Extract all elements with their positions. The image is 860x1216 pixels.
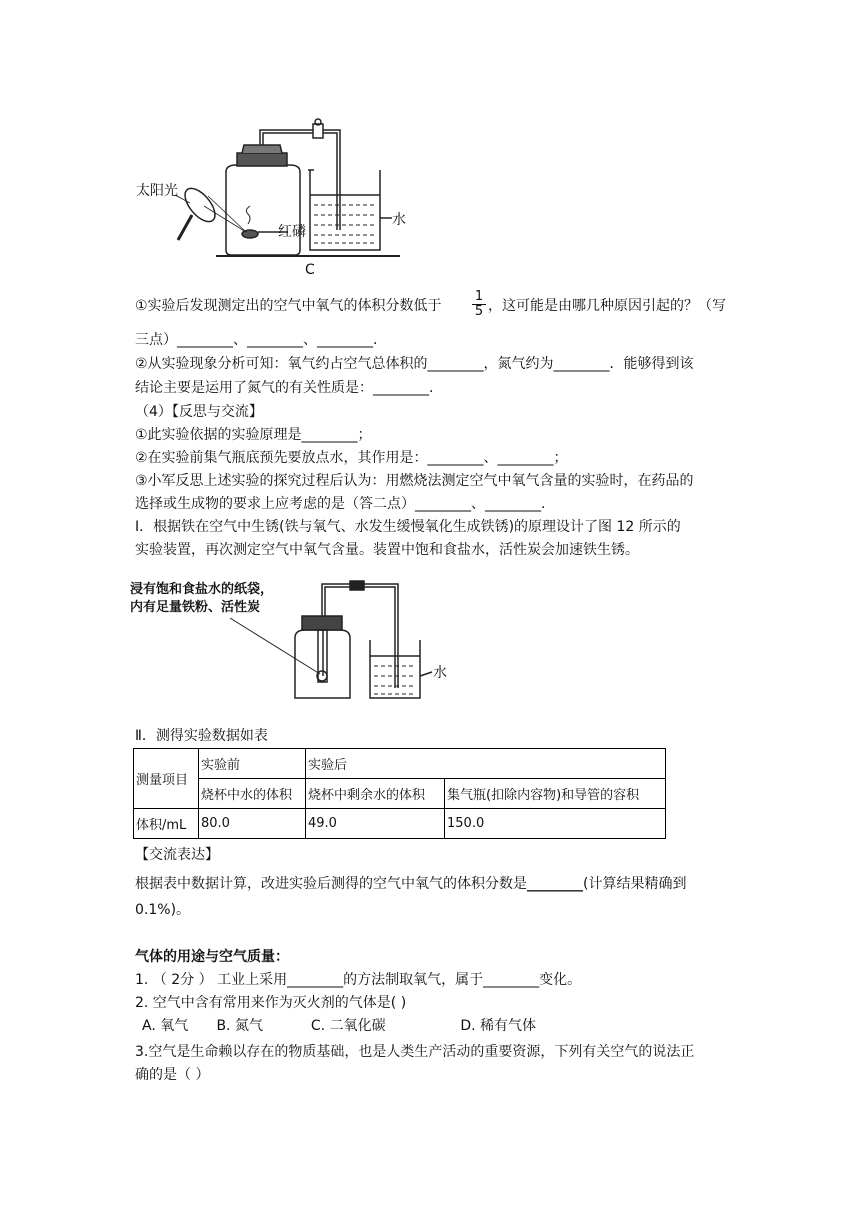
section-q1: 1. （ 2分 ） 工业上采用________的方法制取氧气，属于________变化。 [135, 972, 582, 988]
option-a: A. 氧气 [142, 1018, 189, 1034]
data-table [133, 748, 666, 839]
section-q3a: 3.空气是生命赖以存在的物质基础，也是人类生产活动的重要资源，下列有关空气的说法正 [135, 1044, 695, 1060]
fraction-denominator: 5 [474, 304, 484, 319]
table-row [134, 809, 666, 839]
exchange-line1-b: (计算结果精确到 [583, 876, 687, 892]
part1-line1: Ⅰ．根据铁在空气中生锈(铁与氧气、水发生缓慢氧化生成铁锈)的原理设计了图 12 所示的 [135, 519, 681, 535]
q4-heading: （4）【反思与交流】 [135, 404, 263, 420]
q4-item1: ①此实验依据的实验原理是________； [135, 427, 372, 443]
section-heading: 气体的用途与空气质量： [135, 949, 289, 965]
table-col2: 烧杯中剩余水的体积 [306, 779, 445, 809]
q4-item2: ②在实验前集气瓶底预先要放点水，其作用是：________、________； [135, 450, 568, 466]
exchange-line1 [135, 874, 686, 894]
figure-12-note-line2: 内有足量铁粉、活性炭 [130, 600, 261, 615]
q3-line4: 结论主要是运用了氮气的有关性质是：________. [135, 380, 434, 396]
q4-item3a: ③小军反思上述实验的探究过程后认为：用燃烧法测定空气中氧气含量的实验时，在药品的 [135, 473, 694, 489]
exchange-line2: 0.1%)。 [135, 902, 191, 918]
q3-line1 [135, 296, 442, 316]
table-unit-label: 体积/mL [134, 809, 199, 839]
q3-line2: 三点）________、________、________. [135, 332, 378, 348]
section-q2: 2. 空气中含有常用来作为灭火剂的气体是( ) [135, 995, 407, 1011]
option-b: B. 氮气 [216, 1018, 263, 1034]
figure-12-note-line1: 浸有饱和食盐水的纸袋， [130, 582, 274, 597]
figure-12-apparatus [130, 578, 460, 708]
table-val2: 49.0 [306, 809, 445, 839]
fraction-numerator: 1 [472, 290, 486, 305]
figure-c-label-water: 水 [392, 212, 406, 228]
fraction-one-fifth [472, 290, 486, 319]
exchange-line1-a: 根据表中数据计算，改进实验后测得的空气中氧气的体积分数是 [135, 876, 527, 892]
exchange-blank: ________ [527, 876, 583, 892]
table-after: 实验后 [306, 749, 666, 779]
table-val3: 150.0 [445, 809, 666, 839]
table-before: 实验前 [199, 749, 306, 779]
option-d: D. 稀有气体 [460, 1018, 537, 1034]
figure-c-caption: C [305, 262, 315, 278]
figure-c-label-sun: 太阳光 [136, 183, 178, 199]
q3-line1-a: ①实验后发现测定出的空气中氧气的体积分数低于 [135, 298, 442, 314]
q4-item3b: 选择或生成物的要求上应考虑的是（答二点）________、________. [135, 496, 546, 512]
option-c: C. 二氧化碳 [310, 1018, 386, 1034]
exchange-heading: 【交流表达】 [135, 847, 219, 863]
figure-12-label-water: 水 [433, 665, 447, 681]
part2-heading: Ⅱ．测得实验数据如表 [135, 728, 268, 744]
figure-c-label-phosphorus: 红磷 [278, 224, 306, 240]
table-col3: 集气瓶(扣除内容物)和导管的容积 [445, 779, 666, 809]
section-q2-options [142, 1016, 536, 1036]
q3-line3: ②从实验现象分析可知：氧气约占空气总体积的________，氮气约为________．能够得到该 [135, 356, 694, 372]
table-row [134, 779, 666, 809]
figure-c-apparatus [130, 110, 420, 280]
part1-line2: 实验装置，再次测定空气中氧气含量。装置中饱和食盐水，活性炭会加速铁生锈。 [135, 542, 639, 558]
q3-line1-b: ，这可能是由哪几种原因引起的？（写 [488, 298, 726, 314]
table-row-header: 测量项目 [134, 749, 199, 809]
section-q3b: 确的是（ ） [135, 1067, 210, 1083]
table-row [134, 749, 666, 779]
table-val1: 80.0 [199, 809, 306, 839]
table-col1: 烧杯中水的体积 [199, 779, 306, 809]
